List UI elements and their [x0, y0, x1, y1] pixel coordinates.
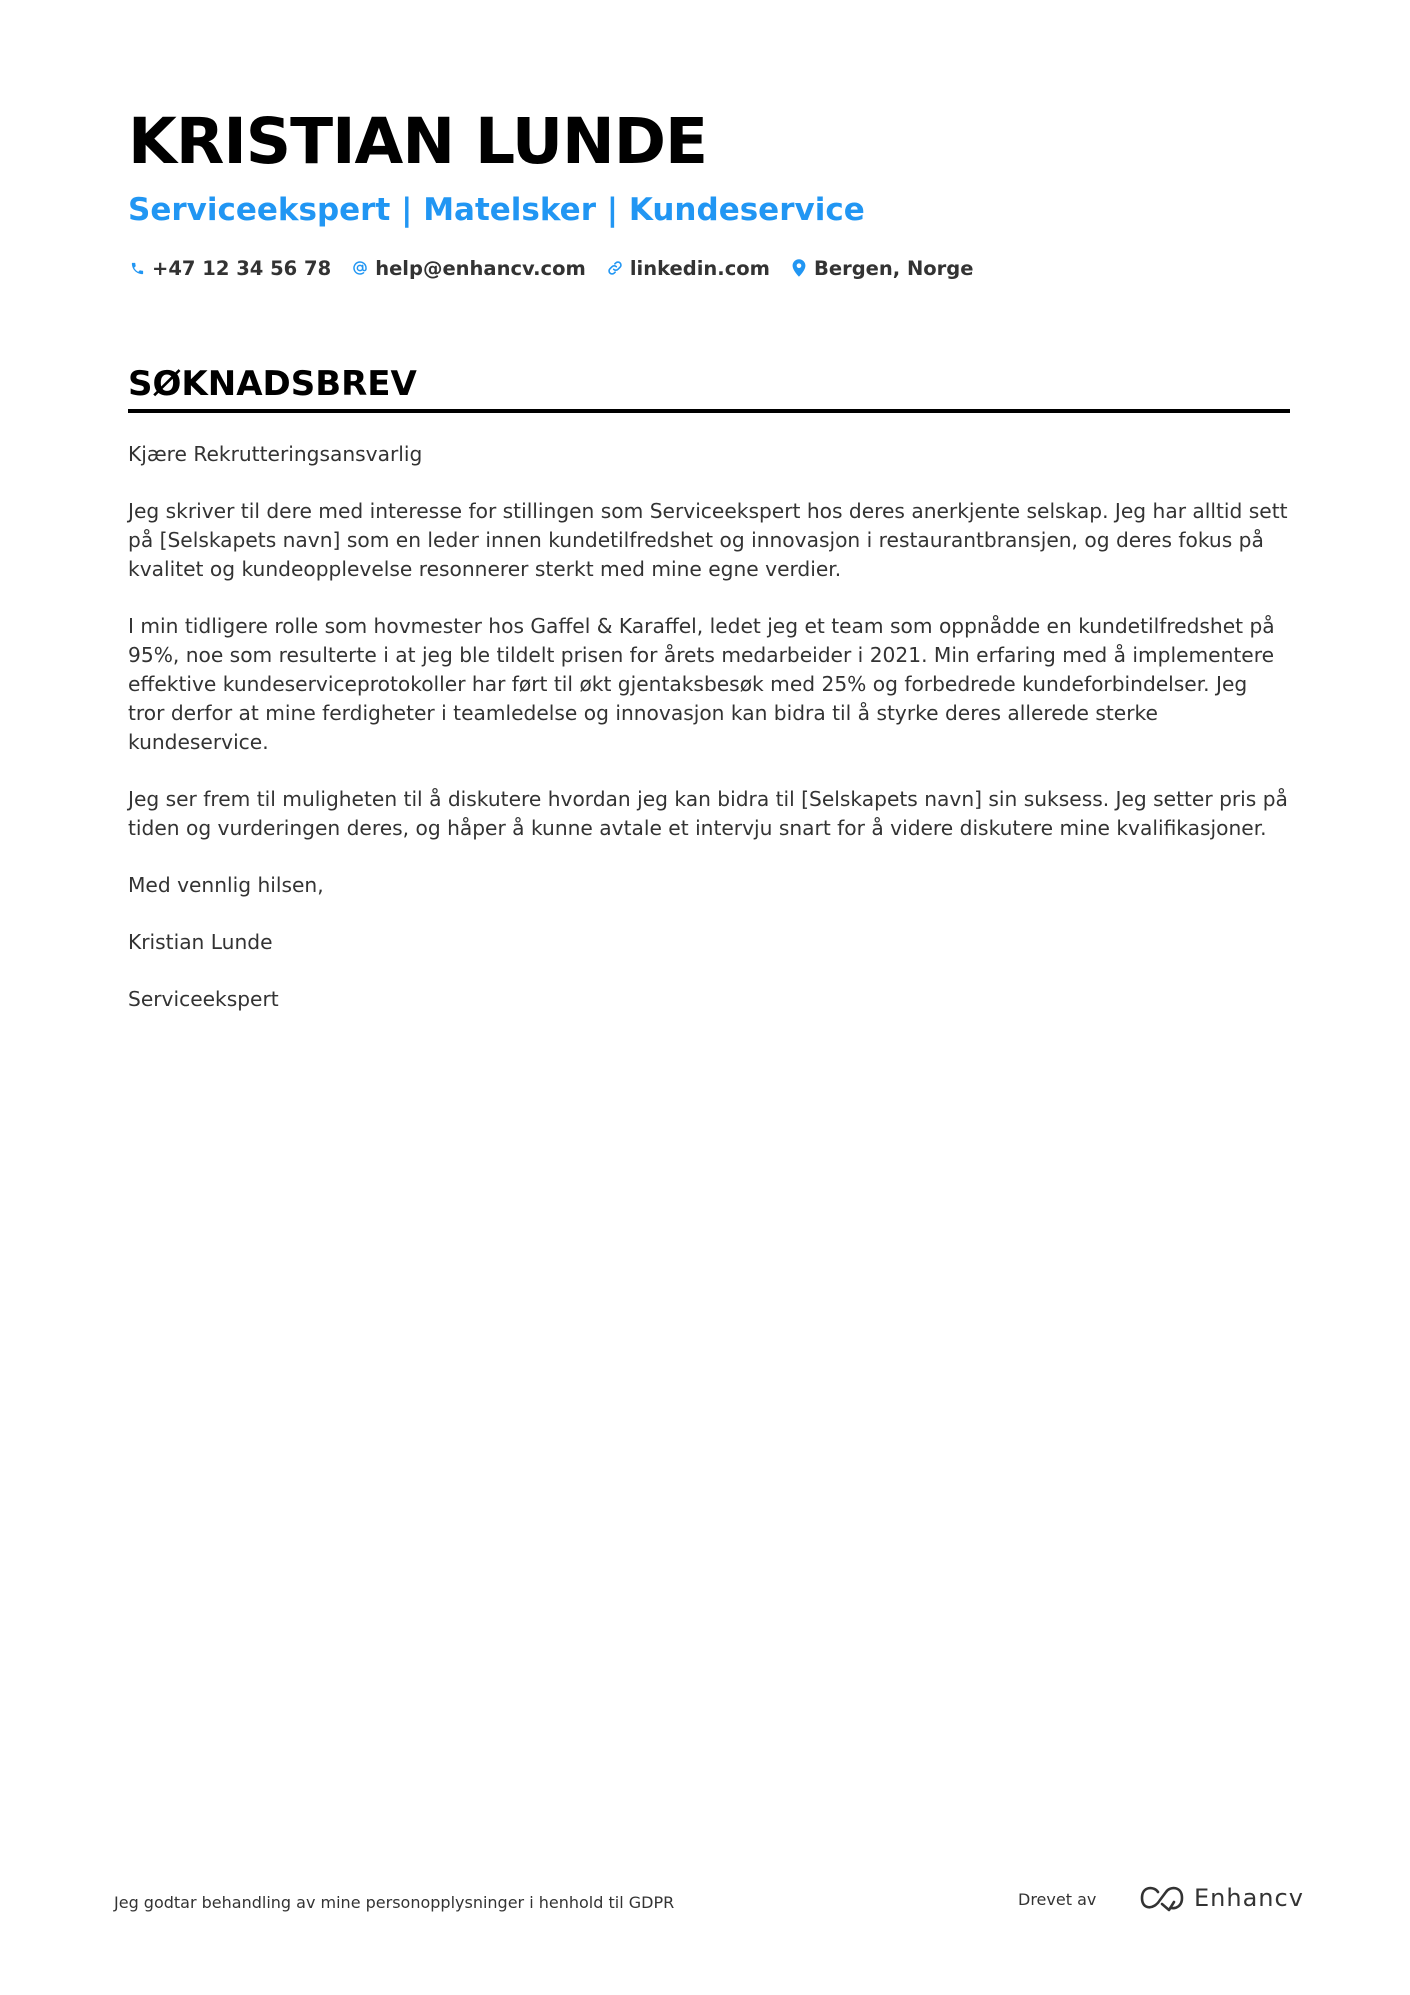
letter-paragraph: Jeg ser frem til muligheten til å diskutere hvordan jeg kan bidra til [Selskapets navn] sin suksess. Jeg setter pris på tiden og vurderingen deres, og håper å kunne avtale et intervju snart for å videre diskutere mine kvalifikasjoner. [128, 787, 1288, 840]
phone-icon [128, 258, 146, 278]
letter-greeting: Kjære Rekrutteringsansvarlig [128, 442, 423, 466]
contact-linkedin-text: linkedin.com [629, 256, 770, 280]
contact-linkedin[interactable] [606, 257, 770, 280]
link-icon [606, 258, 624, 278]
letter-paragraph: Jeg skriver til dere med interesse for stillingen som Serviceekspert hos deres anerkjente selskap. Jeg har alltid sett på [Selskapets navn] som en leder innen kundetilfredshet og innovasjon i restaurantbransjen, og deres fokus på kvalitet og kundeopplevelse resonnerer sterkt med mine egne verdier. [128, 499, 1288, 581]
signature-name: Kristian Lunde [128, 930, 273, 954]
contact-location-text: Bergen, Norge [813, 256, 974, 280]
enhancv-logo[interactable] [1138, 1878, 1304, 1918]
contact-location [790, 257, 974, 280]
location-pin-icon [790, 258, 808, 278]
contact-bar [128, 254, 993, 282]
contact-phone[interactable] [128, 257, 331, 280]
enhancv-logo-text: Enhancv [1194, 1884, 1304, 1912]
enhancv-logo-icon [1138, 1884, 1186, 1912]
gdpr-consent-text: Jeg godtar behandling av mine personopplysninger i henhold til GDPR [114, 1893, 675, 1912]
candidate-name: KRISTIAN LUNDE [128, 105, 708, 178]
contact-email-text: help@enhancv.com [375, 256, 586, 280]
candidate-headline: Serviceekspert | Matelsker | Kundeservice [128, 192, 865, 228]
section-title: SØKNADSBREV [128, 364, 417, 404]
signature-title: Serviceekspert [128, 987, 279, 1011]
powered-by-label: Drevet av [1018, 1890, 1097, 1909]
letter-body [128, 440, 1290, 1042]
contact-email[interactable] [351, 257, 586, 280]
section-divider [128, 409, 1290, 413]
contact-phone-text: +47 12 34 56 78 [152, 256, 332, 280]
letter-closing: Med vennlig hilsen, [128, 873, 324, 897]
at-icon [351, 258, 369, 278]
letter-paragraph: I min tidligere rolle som hovmester hos Gaffel & Karaffel, ledet jeg et team som oppnådde en kundetilfredshet på 95%, noe som resulterte i at jeg ble tildelt prisen for årets medarbeider i 2021. Min erfaring med å implementere effektive kundeserviceprotokoller har ført til økt gjentaksbesøk med 25% og forbedrede kundeforbindelser. Jeg tror derfor at mine ferdigheter i teamledelse og innovasjon kan bidra til å styrke deres allerede sterke kundeservice. [128, 614, 1275, 754]
